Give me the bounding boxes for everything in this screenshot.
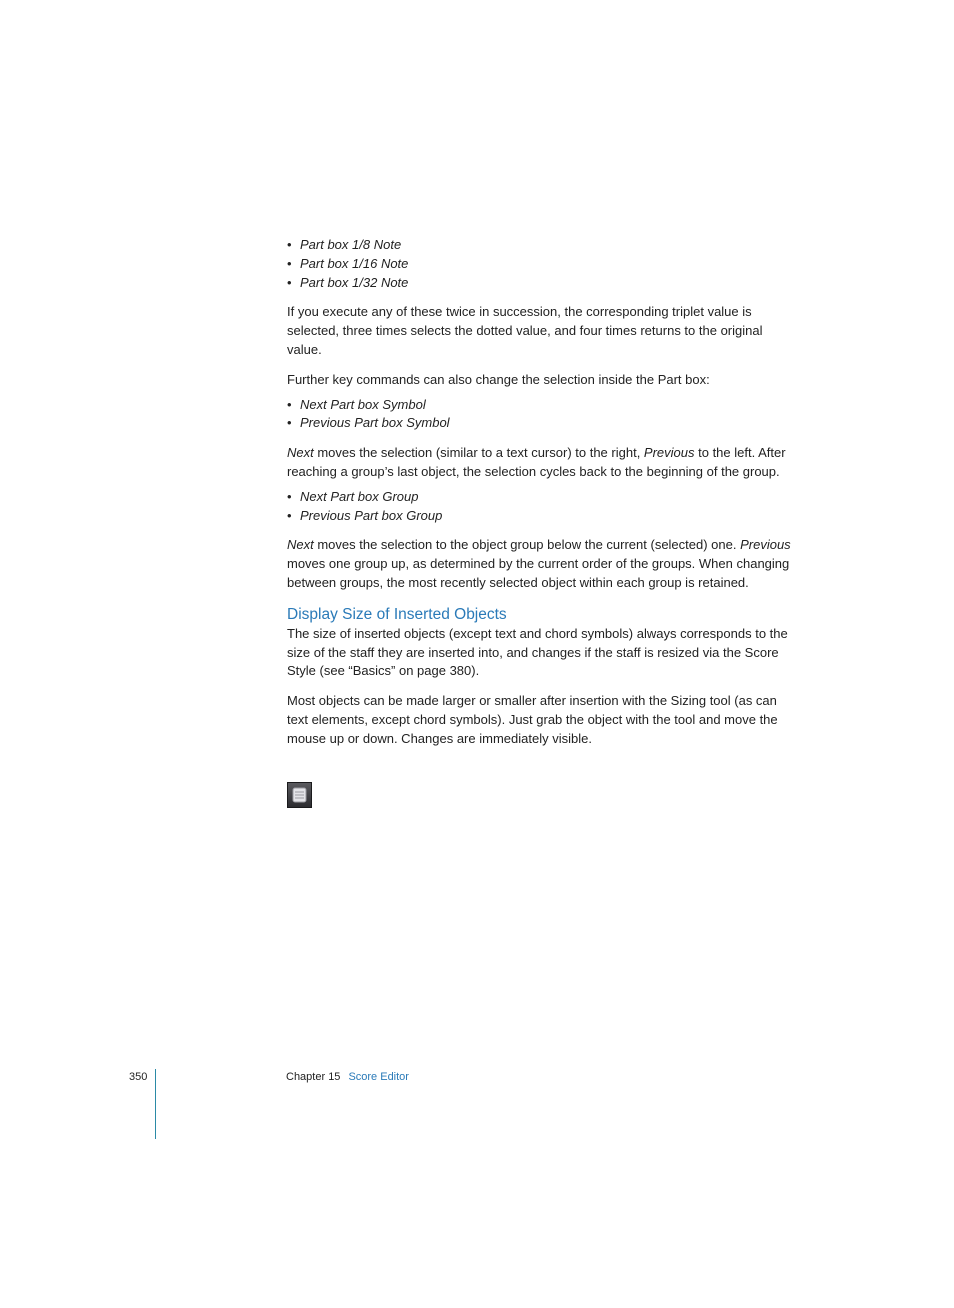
list-item: • Previous Part box Symbol [287,414,799,433]
section-heading: Display Size of Inserted Objects [287,605,507,623]
paragraph: Next moves the selection (similar to a text cursor) to the right, Previous to the left. After reaching a group’s last object, the selection cycles back to the beginning of the group. [287,445,786,479]
paragraph: Next moves the selection to the object group below the current (selected) one. Previous moves one group up, as determined by the current order of the groups. When changing between groups, the most recently selected object within each group is retained. [287,537,791,590]
list-item: • Part box 1/8 Note [287,236,799,255]
symbol-command-list [287,396,799,434]
list-item: • Part box 1/16 Note [287,255,799,274]
footer-divider [155,1069,156,1139]
group-command-list [287,488,799,526]
note-value-list [287,236,799,292]
chapter-title: Score Editor [348,1071,409,1083]
list-item: • Next Part box Symbol [287,396,799,415]
bullet: • [287,255,292,271]
page-number: 350 [129,1071,148,1083]
list-item: • Part box 1/32 Note [287,274,799,293]
chapter-footer [286,1070,409,1085]
list-item: • Previous Part box Group [287,507,799,526]
chapter-label: Chapter 15 [286,1071,341,1083]
paragraph: Further key commands can also change the selection inside the Part box: [287,371,710,387]
bullet: • [287,488,292,504]
sizing-tool-icon [287,782,312,808]
page-content [287,236,799,749]
bullet: • [287,396,292,412]
bullet: • [287,237,292,252]
bullet: • [287,507,292,523]
paragraph: If you execute any of these twice in succession, the corresponding triplet value is selected, three times selects the dotted value, and four times returns to the original value. [287,304,763,357]
paragraph: The size of inserted objects (except text and chord symbols) always corresponds to the size of the staff they are inserted into, and changes if the staff is resized via the Score Style (see “Basics” on page 380). [287,625,788,679]
list-item: • Next Part box Group [287,488,799,507]
paragraph: Most objects can be made larger or smaller after insertion with the Sizing tool (as can text elements, except chord symbols). Just grab the object with the tool and move the mouse up or down. Changes are immediately visible. [287,693,778,746]
bullet: • [287,274,292,290]
bullet: • [287,415,292,431]
